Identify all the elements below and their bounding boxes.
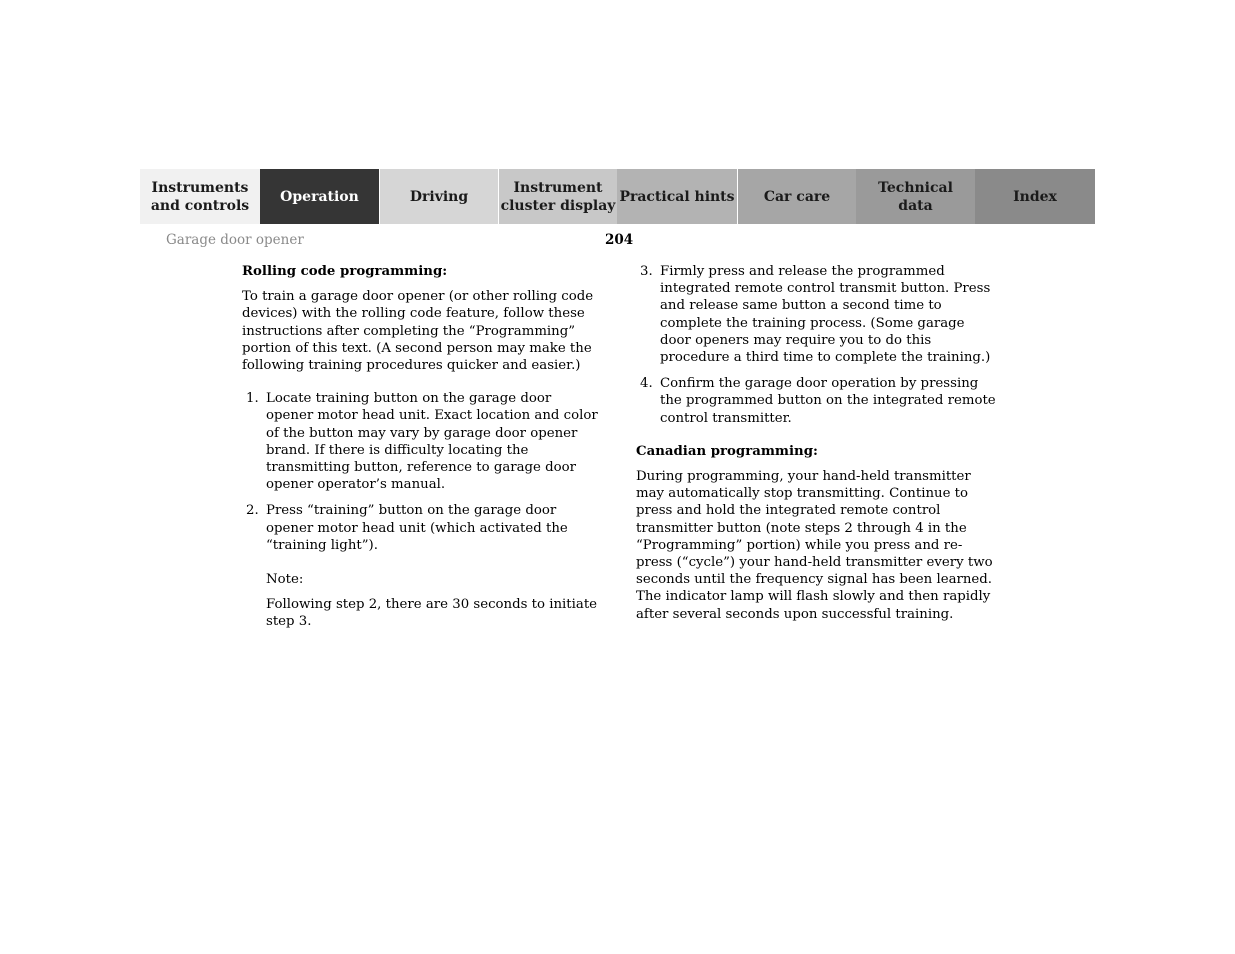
list-item <box>636 263 996 366</box>
list-item <box>242 390 602 493</box>
canadian-programming-body: During programming, your hand-held transmitter may automatically stop transmitting. Continue to press and hold the integrated remote control transmitter button (note steps 2 through 4 in the “Programming” portion) while you press and re-press (“cycle”) your hand-held transmitter every two seconds until the frequency signal has been learned. The indicator lamp will flash slowly and then rapidly after several seconds upon successful training. <box>636 469 993 622</box>
step-number: 4. <box>640 376 653 392</box>
list-item <box>242 502 602 630</box>
rolling-code-heading: Rolling code programming: <box>242 264 448 279</box>
note-text: Following step 2, there are 30 seconds to initiate step 3. <box>266 597 598 630</box>
tab-technical-data[interactable] <box>856 169 975 224</box>
tab-instruments-and-controls[interactable] <box>140 169 260 224</box>
tab-label: Operation <box>280 188 359 205</box>
step-text: Locate training button on the garage door opener motor head unit. Exact location and color of the button may vary by garage door opener brand. If there is difficulty locating the transmitting button, reference to garage door opener operator’s manual. <box>266 391 598 493</box>
right-column <box>636 263 996 623</box>
tab-practical-hints[interactable] <box>617 169 737 224</box>
step-number: 3. <box>640 264 653 279</box>
left-column <box>242 263 602 640</box>
tab-operation[interactable] <box>260 169 379 224</box>
tab-label: Driving <box>409 188 469 205</box>
tab-label: Instruments and controls <box>150 179 250 214</box>
section-title: Garage door opener <box>166 232 304 248</box>
step-text: Firmly press and release the programmed integrated remote control transmit button. Press and release same button a second time to complete the training process. (Some garage door openers may require you to do this procedure a third time to complete the training.) <box>660 264 991 366</box>
note-label: Note: <box>266 572 304 588</box>
tab-car-care[interactable] <box>737 169 856 224</box>
list-item <box>636 375 996 427</box>
tab-label: Car care <box>763 188 831 205</box>
step-number: 1. <box>246 391 259 407</box>
step-text: Confirm the garage door operation by pressing the programmed button on the integrated remote control transmitter. <box>660 376 996 426</box>
tab-label: Practical hints <box>619 188 735 205</box>
steps-list-right <box>636 263 996 427</box>
tab-label: Index <box>1013 188 1057 205</box>
tab-instrument-cluster-display[interactable] <box>498 169 617 224</box>
tab-driving[interactable] <box>379 169 498 224</box>
tab-label: Technical data <box>878 179 953 214</box>
tab-index[interactable] <box>975 169 1095 224</box>
tab-label: Instrument cluster display <box>500 179 616 214</box>
step-number: 2. <box>246 503 259 519</box>
page-number: 204 <box>605 232 634 248</box>
chapter-tabs <box>140 169 1095 224</box>
rolling-code-intro: To train a garage door opener (or other rolling code devices) with the rolling code feature, follow these instructions after completing the “Programming” portion of this text. (A second person may make the following training procedures quicker and easier.) <box>242 289 594 374</box>
canadian-programming-heading: Canadian programming: <box>636 443 818 459</box>
steps-list-left <box>242 390 602 630</box>
step-text: Press “training” button on the garage door opener motor head unit (which activated the “training light”). <box>266 503 568 553</box>
